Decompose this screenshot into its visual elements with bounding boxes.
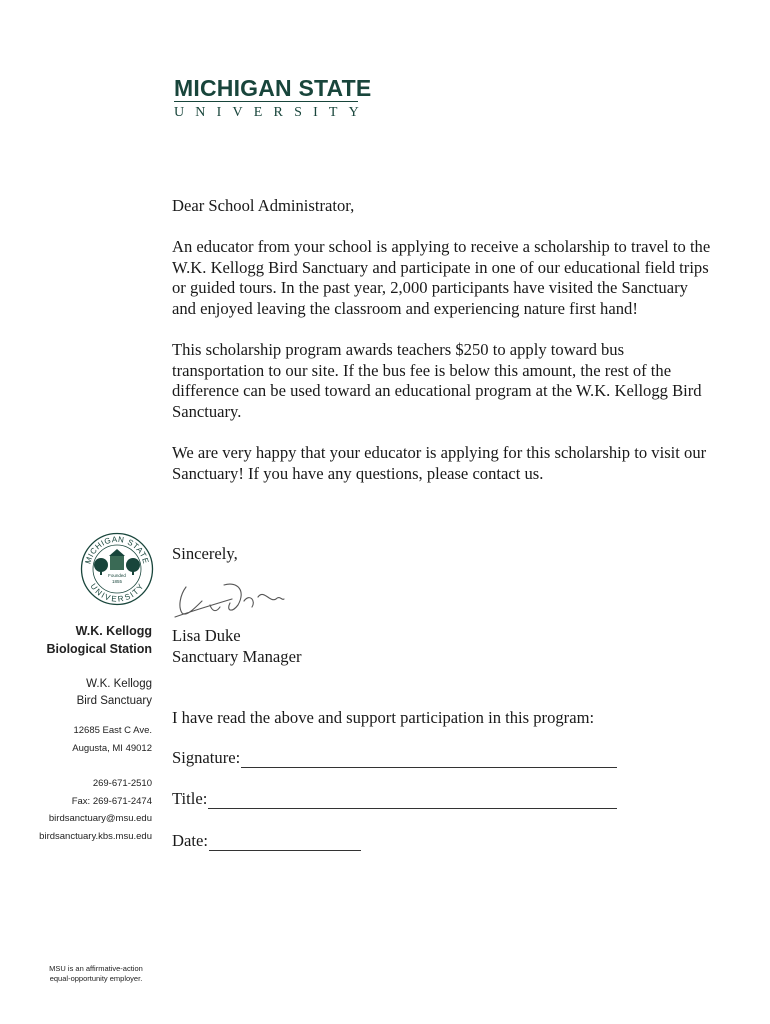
signer-block	[172, 625, 301, 667]
title-field[interactable]	[172, 789, 617, 809]
seal-top-text: MICHIGAN STATE	[83, 534, 151, 565]
salutation: Dear School Administrator,	[172, 196, 355, 215]
fax-number: Fax: 269-671-2474	[71, 795, 152, 807]
email-address: birdsanctuary@msu.edu	[48, 813, 152, 824]
sidebar-contact	[20, 775, 152, 845]
sidebar-organization	[20, 622, 152, 658]
footer-line-2: equal-opportunity employer.	[49, 974, 143, 983]
title-label: Title:	[172, 789, 208, 808]
org-line-1: W.K. Kellogg	[75, 624, 152, 638]
logo-line2: UNIVERSITY	[174, 105, 370, 120]
msu-seal-icon	[80, 532, 154, 606]
address-line-2: Augusta, MI 49012	[72, 743, 152, 754]
handwritten-signature	[172, 575, 287, 623]
signer-title: Sanctuary Manager	[172, 647, 302, 666]
website-address: birdsanctuary.kbs.msu.edu	[39, 830, 152, 842]
letter-body	[172, 196, 712, 505]
logo-line1: MICHIGAN STATE	[174, 75, 372, 101]
phone-number: 269-671-2510	[92, 778, 152, 789]
logo-rule	[174, 101, 358, 102]
support-statement: I have read the above and support participation in this program:	[172, 708, 595, 727]
sanctuary-line-1: W.K. Kellogg	[86, 678, 152, 690]
date-line[interactable]	[209, 835, 361, 851]
title-line[interactable]	[208, 793, 617, 809]
seal-bottom-text: UNIVERSITY	[88, 581, 146, 604]
sanctuary-line-2: Bird Sanctuary	[76, 695, 152, 707]
address-line-1: 12685 East C Ave.	[73, 725, 152, 736]
footer-disclaimer	[40, 964, 152, 984]
signer-name: Lisa Duke	[172, 626, 241, 645]
sidebar-address	[20, 722, 152, 758]
signature-line[interactable]	[241, 752, 617, 768]
paragraph-3: We are very happy that your educator is applying for this scholarship to visit our Sanctuary! If you have any questions, please contact us.	[172, 443, 707, 483]
date-field[interactable]	[172, 831, 361, 851]
seal-founded: Founded	[108, 573, 126, 578]
paragraph-2: This scholarship program awards teachers $250 to apply toward bus transportation to our site. If the bus fee is below this amount, the rest of the difference can be used toward an educational program at the W.K. Kellogg Bird Sanctuary.	[172, 340, 702, 421]
footer-line-1: MSU is an affirmative-action	[49, 964, 143, 973]
signature-label: Signature:	[172, 748, 241, 767]
sidebar-sanctuary-name	[20, 676, 152, 710]
seal-year: 1855	[111, 579, 123, 584]
closing: Sincerely,	[172, 544, 238, 563]
msu-logo	[174, 76, 371, 121]
org-line-2: Biological Station	[46, 642, 152, 656]
date-label: Date:	[172, 831, 208, 850]
paragraph-1: An educator from your school is applying to receive a scholarship to travel to the W.K. Kellogg Bird Sanctuary and participate in one of our educational field trips or guided tours. In the past year, 2,000 participants have visited the Sanctuary and enjoyed leaving the classroom and experiencing nature first hand!	[172, 237, 711, 318]
signature-field[interactable]	[172, 748, 617, 768]
